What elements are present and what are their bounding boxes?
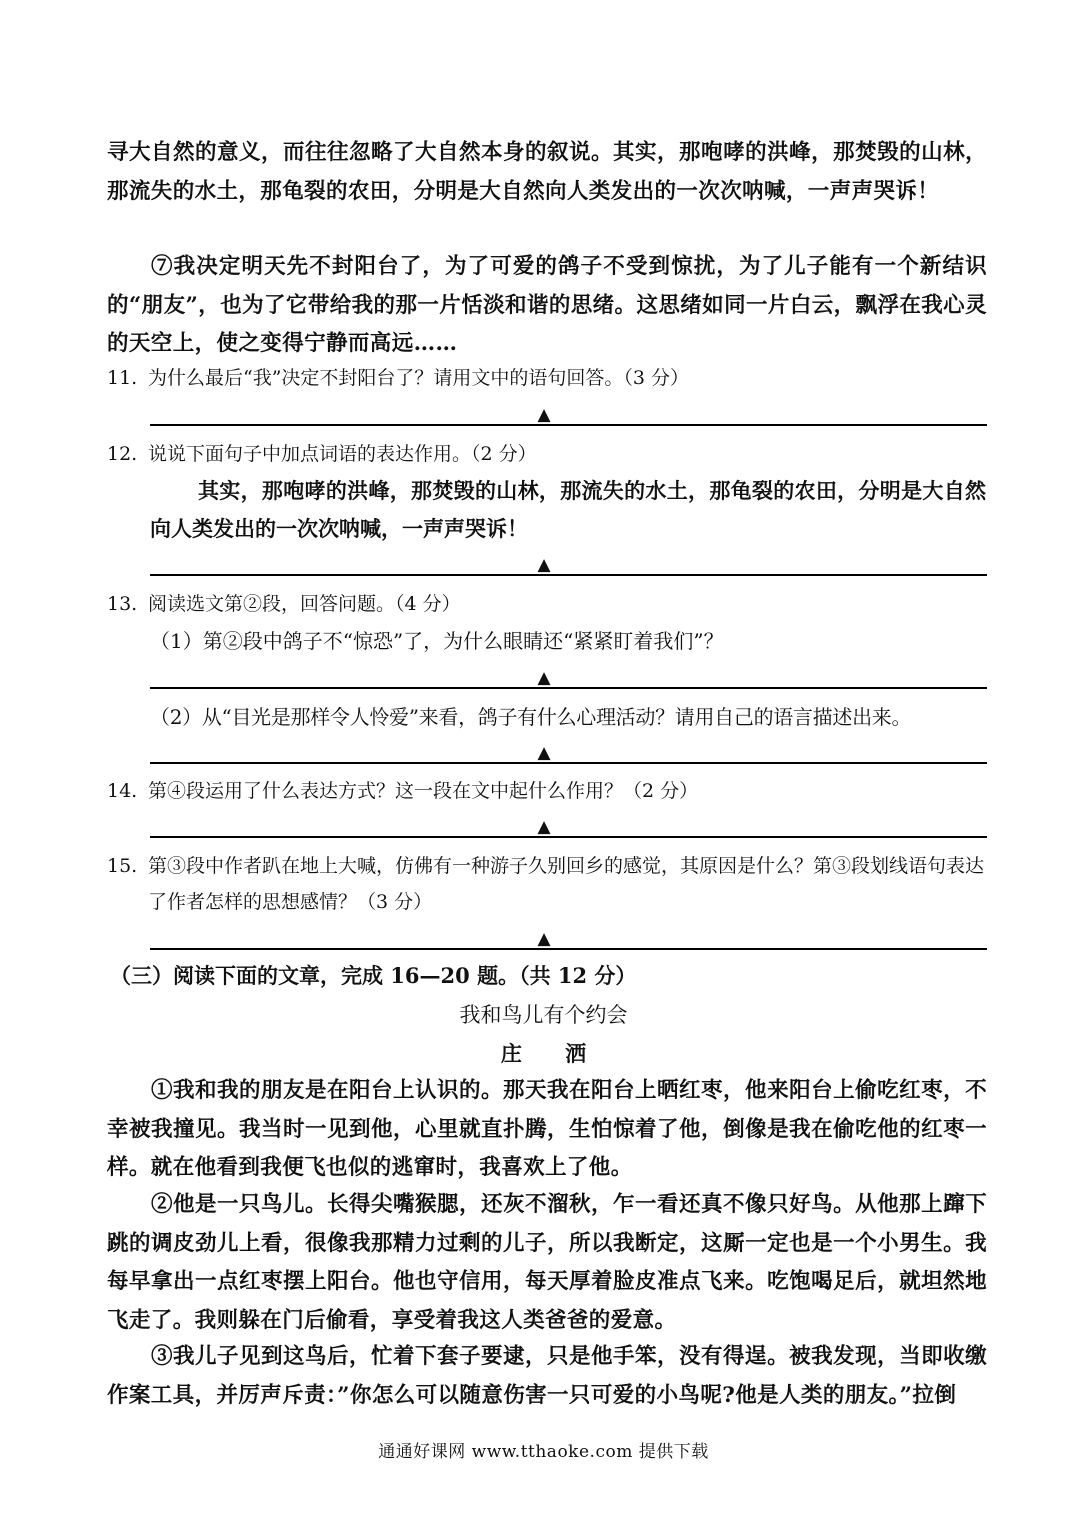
article-author: 庄 洒 [500,1041,605,1066]
sub-question-2: （2）从“目光是那样令人怜爱”来看，鸽子有什么心理活动？请用自己的语言描述出来。 [150,705,912,729]
article-paragraph-1: ①我和我的朋友是在阳台上认识的。那天我在阳台上晒红枣，他来阳台上偷吃红枣，不幸被我撞见。我当时一见到他，心里就直扑腾，生怕惊着了他，倒像是我在偷吃他的红枣一样。就在他看到我便飞也似的逃窜时，我喜欢上了他。 [107,1078,987,1180]
article-paragraph-3: ③我儿子见到这鸟后，忙着下套子要逮，只是他手笨，没有得逞。被我发现，当即收缴作案工具，并厉声斥责：”你怎么可以随意伤害一只可爱的小鸟呢?他是人类的朋友。”拉倒 [107,1344,987,1408]
answer-line[interactable] [150,836,987,838]
answer-line[interactable] [150,424,987,426]
sub-question-1: （1）第②段中鸽子不“惊恐”了，为什么眼睛还“紧紧盯着我们”？ [150,629,724,653]
passage-paragraph-7: ⑦我决定明天先不封阳台了，为了可爱的鸽子不受到惊扰，为了儿子能有一个新结识的“朋友”，也为了它带给我的那一片恬淡和谐的思绪。这思绪如同一片白云，飘浮在我心灵的天空上，使之变得宁静而高远…… [107,254,987,356]
answer-marker: ▲ [537,668,551,688]
question-text: 阅读选文第②段，回答问题。（4 分） [148,593,461,615]
answer-line[interactable] [150,762,987,764]
answer-line[interactable] [150,574,987,576]
question-number: 14. [107,780,138,802]
section-heading: （三）阅读下面的文章，完成 16—20 题。（共 12 分） [110,963,637,988]
answer-marker: ▲ [537,817,551,837]
article-title: 我和鸟儿有个约会 [459,1003,628,1027]
question-text: 第④段运用了什么表达方式？这一段在文中起什么作用？（2 分） [148,780,699,802]
quoted-sentence: 其实，那咆哮的洪峰，那焚毁的山林，那流失的水土，那龟裂的农田，分明是大自然向人类发出的一次次呐喊，一声声哭诉！ [150,478,986,541]
answer-marker: ▲ [537,405,551,425]
question-number: 13. [107,593,138,615]
question-text: 为什么最后“我”决定不封阳台了？请用文中的语句回答。（3 分） [148,367,690,389]
question-text: 说说下面句子中加点词语的表达作用。（2 分） [148,443,537,465]
question-text: 第③段中作者趴在地上大喊，仿佛有一种游子久别回乡的感觉，其原因是什么？第③段划线语句表达了作者怎样的思想感情？（3 分） [148,855,985,913]
passage-paragraph-6-tail: 寻大自然的意义，而往往忽略了大自然本身的叙说。其实，那咆哮的洪峰，那焚毁的山林，那流失的水土，那龟裂的农田，分明是大自然向人类发出的一次次呐喊，一声声哭诉！ [107,140,987,204]
answer-marker: ▲ [537,555,551,575]
question-number: 15. [107,855,138,877]
answer-line[interactable] [150,687,987,689]
answer-marker: ▲ [537,929,551,949]
question-number: 12. [107,443,138,465]
article-paragraph-2: ②他是一只鸟儿。长得尖嘴猴腮，还灰不溜秋，乍一看还真不像只好鸟。从他那上蹿下跳的调皮劲儿上看，很像我那精力过剩的儿子，所以我断定，这厮一定也是一个小男生。我每早拿出一点红枣摆上阳台。他也守信用，每天厚着脸皮准点飞来。吃饱喝足后，就坦然地飞走了。我则躲在门后偷看，享受着我这人类爸爸的爱意。 [107,1192,987,1333]
question-number: 11. [107,367,138,389]
page-footer: 通通好课网 www.tthaoke.com 提供下载 [378,1442,709,1462]
answer-marker: ▲ [537,743,551,763]
answer-line[interactable] [150,948,987,950]
